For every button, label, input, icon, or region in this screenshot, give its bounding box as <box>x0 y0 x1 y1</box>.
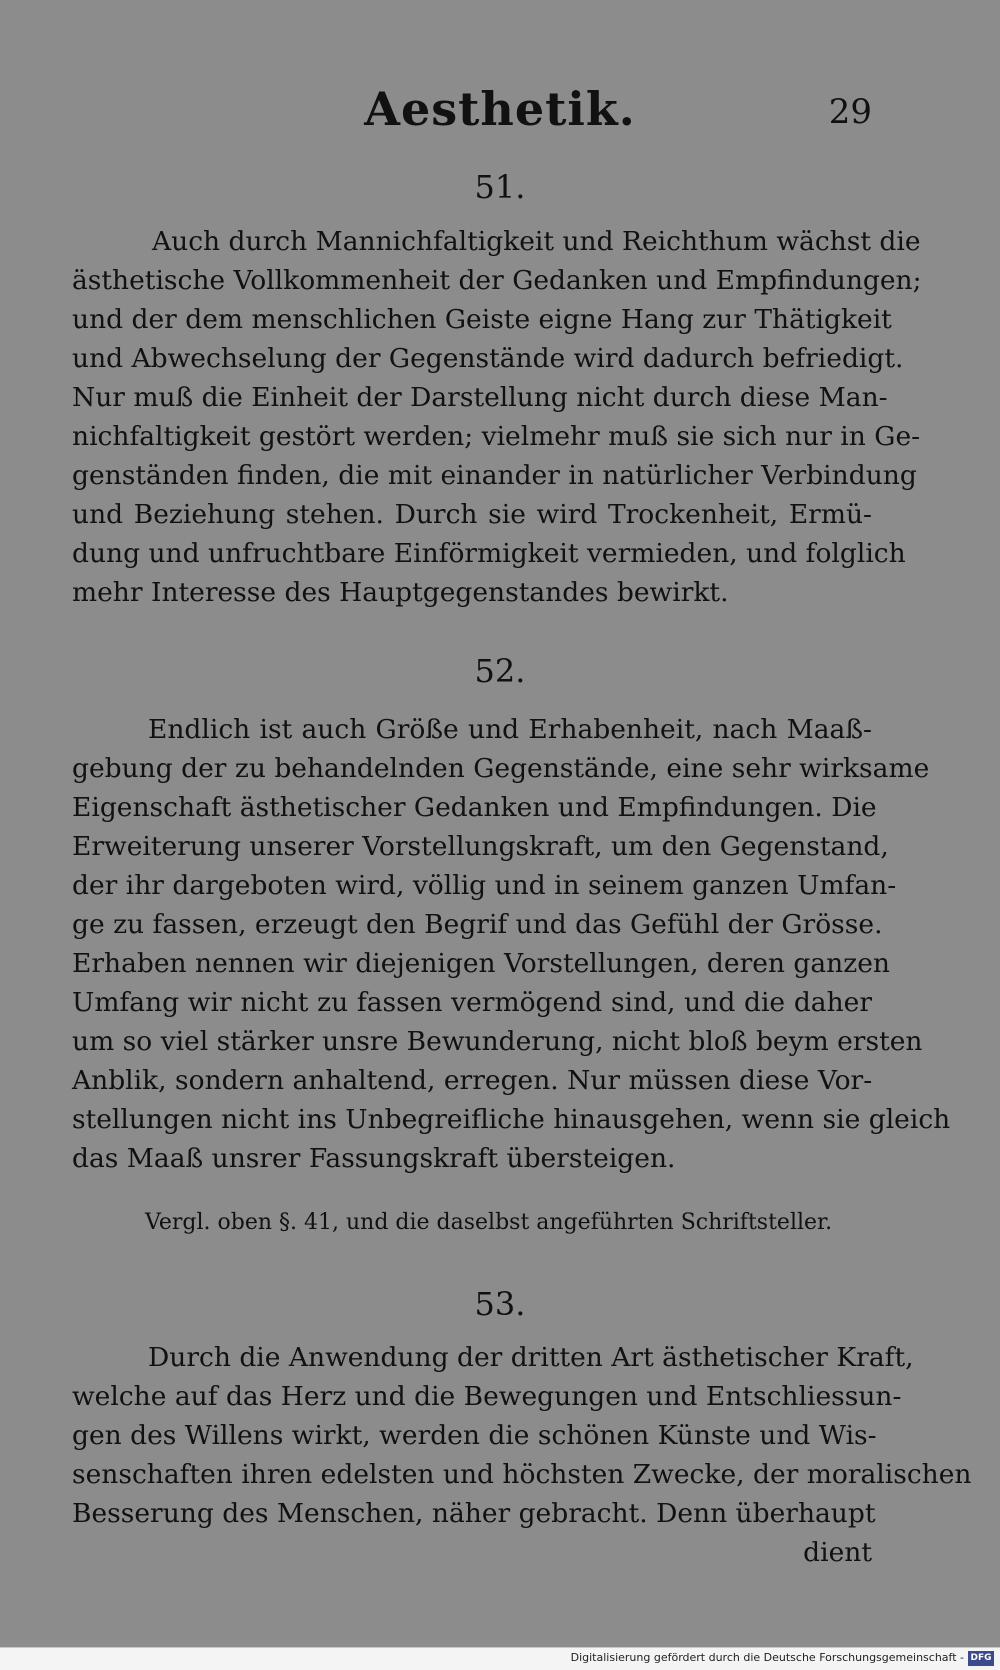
catchword: dient <box>803 1537 872 1568</box>
text-line: und der dem menschlichen Geiste eigne Hang zur Thätigkeit <box>72 304 892 335</box>
text-line: und Abwechselung der Gegenstände wird dadurch befriedigt. <box>72 343 904 374</box>
text-line: stellungen nicht ins Unbegreifliche hinausgehen, wenn sie gleich <box>72 1104 951 1135</box>
running-title: Aesthetik. <box>364 82 636 136</box>
section-number-53: 53. <box>474 1285 526 1323</box>
text-line: dung und unfruchtbare Einförmigkeit vermieden, und folglich <box>72 538 906 569</box>
text-line: Umfang wir nicht zu fassen vermögend sind, und die daher <box>72 987 872 1018</box>
text-line: Endlich ist auch Größe und Erhabenheit, nach Maaß- <box>148 714 872 745</box>
text-line: Erweiterung unserer Vorstellungskraft, um den Gegenstand, <box>72 831 889 862</box>
text-line: Eigenschaft ästhetischer Gedanken und Empfindungen. Die <box>72 792 877 823</box>
text-line: das Maaß unsrer Fassungskraft übersteigen. <box>72 1143 676 1174</box>
paragraph-53 <box>72 1338 972 1572</box>
text-line: der ihr dargeboten wird, völlig und in seinem ganzen Umfan- <box>72 870 897 901</box>
text-line: Besserung des Menschen, näher gebracht. Denn überhaupt <box>72 1498 876 1529</box>
page-number: 29 <box>828 92 872 132</box>
text-line: senschaften ihren edelsten und höchsten Zwecke, der moralischen <box>72 1459 972 1490</box>
digitization-footer <box>0 1647 1000 1670</box>
text-line: gen des Willens wirkt, werden die schönen Künste und Wis- <box>72 1420 877 1451</box>
text-line: genständen finden, die mit einander in natürlicher Verbindung <box>72 460 917 491</box>
text-line: Anblik, sondern anhaltend, erregen. Nur müssen diese Vor- <box>72 1065 873 1096</box>
text-line: Durch die Anwendung der dritten Art ästhetischer Kraft, <box>148 1342 914 1373</box>
text-line: Erhaben nennen wir diejenigen Vorstellungen, deren ganzen <box>72 948 890 979</box>
text-line: mehr Interesse des Hauptgegenstandes bewirkt. <box>72 577 729 608</box>
paragraph-51 <box>72 222 922 612</box>
text-line: gebung der zu behandelnden Gegenstände, eine sehr wirksame <box>72 753 930 784</box>
text-line: um so viel stärker unsre Bewunderung, nicht bloß beym ersten <box>72 1026 923 1057</box>
text-line: und Beziehung stehen. Durch sie wird Trockenheit, Ermü- <box>72 499 872 530</box>
footer-credit: Digitalisierung gefördert durch die Deutsche Forschungsgemeinschaft - <box>570 1651 964 1664</box>
text-line: Auch durch Mannichfaltigkeit und Reichthum wächst die <box>152 226 921 257</box>
section-number-52: 52. <box>474 652 526 690</box>
dfg-logo: DFG <box>968 1651 994 1666</box>
section-number-51: 51. <box>474 168 526 206</box>
paragraph-52 <box>72 710 951 1178</box>
text-line: ge zu fassen, erzeugt den Begrif und das Gefühl der Grösse. <box>72 909 883 940</box>
text-line: Nur muß die Einheit der Darstellung nicht durch diese Man- <box>72 382 888 413</box>
text-line: welche auf das Herz und die Bewegungen und Entschliessun- <box>72 1381 902 1412</box>
text-line: ästhetische Vollkommenheit der Gedanken und Empfindungen; <box>72 265 922 296</box>
reference-note: Vergl. oben §. 41, und die daselbst angeführten Schriftsteller. <box>145 1210 833 1235</box>
text-line: nichfaltigkeit gestört werden; vielmehr muß sie sich nur in Ge- <box>72 421 921 452</box>
